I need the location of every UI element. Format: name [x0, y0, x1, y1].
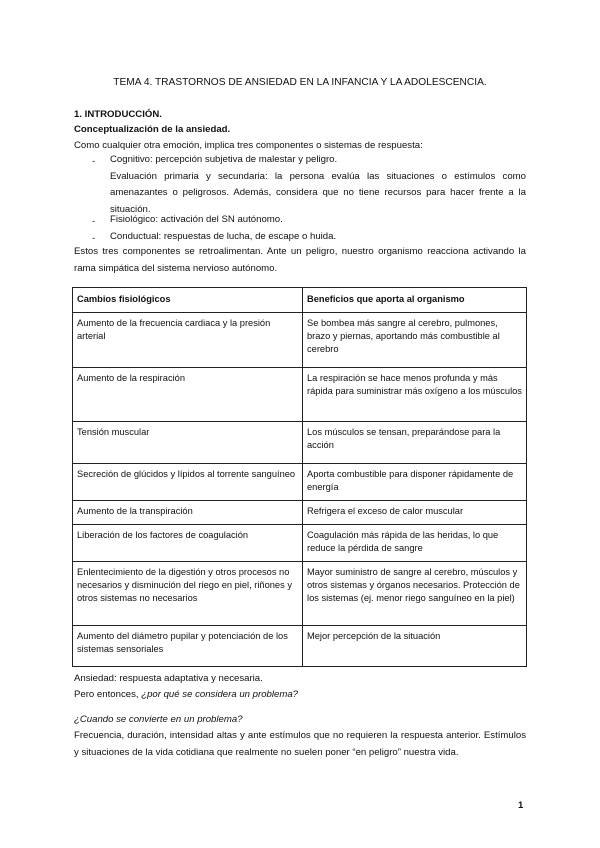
bullet-cognitive	[110, 152, 526, 218]
page-number: 1	[518, 800, 524, 811]
table-cell: Secreción de glúcidos y lípidos al torrente sanguíneo	[73, 464, 303, 501]
table-cell: Refrigera el exceso de calor muscular	[303, 501, 527, 525]
feedback-paragraph: Estos tres componentes se retroalimentan. Ante un peligro, nuestro organismo reacciona activando la rama simpática del sistema nervioso autónomo.	[74, 246, 526, 274]
table-header-changes: Cambios fisiológicos	[73, 288, 303, 313]
table-cell: Mejor percepción de la situación	[303, 626, 527, 667]
table-row	[73, 501, 527, 525]
problem-question-prefix: Pero entonces,	[74, 689, 142, 700]
section-heading: 1. INTRODUCCIÓN.	[74, 109, 162, 120]
table-cell: Se bombea más sangre al cerebro, pulmones, brazo y piernas, aportando más combustible al cerebro	[303, 313, 527, 368]
table-cell: Enlentecimiento de la digestión y otros procesos no necesarios y disminución del riego en piel, riñones y otros sistemas no necesarios	[73, 562, 303, 626]
bullet-marker: -	[92, 156, 96, 167]
table-cell: Aporta combustible para disponer rápidamente de energía	[303, 464, 527, 501]
table-cell: Mayor suministro de sangre al cerebro, músculos y otros sistemas y órganos necesarios. Protección de los sistemas (ej. menor riego sanguíneo en la piel)	[303, 562, 527, 626]
physiological-changes-table	[72, 287, 527, 667]
bullet-physiological: Fisiológico: activación del SN autónomo.	[110, 214, 283, 225]
table-row	[73, 562, 527, 626]
table-row	[73, 464, 527, 501]
problem-question: ¿por qué se considera un problema?	[141, 689, 298, 700]
table-cell: Aumento de la frecuencia cardiaca y la presión arterial	[73, 313, 303, 368]
bullet-cognitive-line: Cognitivo: percepción subjetiva de malestar y peligro.	[110, 154, 338, 165]
table-header-benefits: Beneficios que aporta al organismo	[303, 288, 527, 313]
table-cell: Aumento del diámetro pupilar y potenciación de los sistemas sensoriales	[73, 626, 303, 667]
subheading: Conceptualización de la ansiedad.	[74, 124, 231, 135]
bullet-marker: -	[92, 216, 96, 227]
when-problem-answer: Frecuencia, duración, intensidad altas y ante estímulos que no requieren la respuesta anterior. Estímulos y situaciones de la vida cotidiana que realmente no suelen poner “en peligro” nuestra vida.	[74, 730, 526, 758]
problem-question-line	[74, 687, 526, 704]
table-cell: La respiración se hace menos profunda y más rápida para suministrar más oxígeno a los músculos	[303, 368, 527, 422]
table-row	[73, 525, 527, 562]
bullet-behavioral: Conductual: respuestas de lucha, de escape o huida.	[110, 231, 337, 242]
document-title: TEMA 4. TRASTORNOS DE ANSIEDAD EN LA INFANCIA Y LA ADOLESCENCIA.	[113, 77, 487, 88]
table-cell: Aumento de la respiración	[73, 368, 303, 422]
bullet-cognitive-detail: Evaluación primaria y secundaria: la persona evalúa las situaciones o estímulos como amenazantes o peligrosos. Además, considera que no tiene recursos para hacer frente a la situación.	[110, 170, 526, 215]
table-cell: Liberación de los factores de coagulación	[73, 525, 303, 562]
table-row	[73, 626, 527, 667]
anxiety-definition: Ansiedad: respuesta adaptativa y necesaria.	[74, 673, 263, 684]
table-cell: Los músculos se tensan, preparándose para la acción	[303, 422, 527, 464]
table-cell: Tensión muscular	[73, 422, 303, 464]
when-problem-heading: ¿Cuando se convierte en un problema?	[74, 714, 243, 725]
intro-paragraph: Como cualquier otra emoción, implica tres componentes o sistemas de respuesta:	[74, 140, 423, 151]
table-row	[73, 422, 527, 464]
table-cell: Coagulación más rápida de las heridas, lo que reduce la pérdida de sangre	[303, 525, 527, 562]
table-cell: Aumento de la transpiración	[73, 501, 303, 525]
table-row	[73, 313, 527, 368]
table-row	[73, 368, 527, 422]
bullet-marker: -	[92, 233, 96, 244]
table-header-row	[73, 288, 527, 313]
